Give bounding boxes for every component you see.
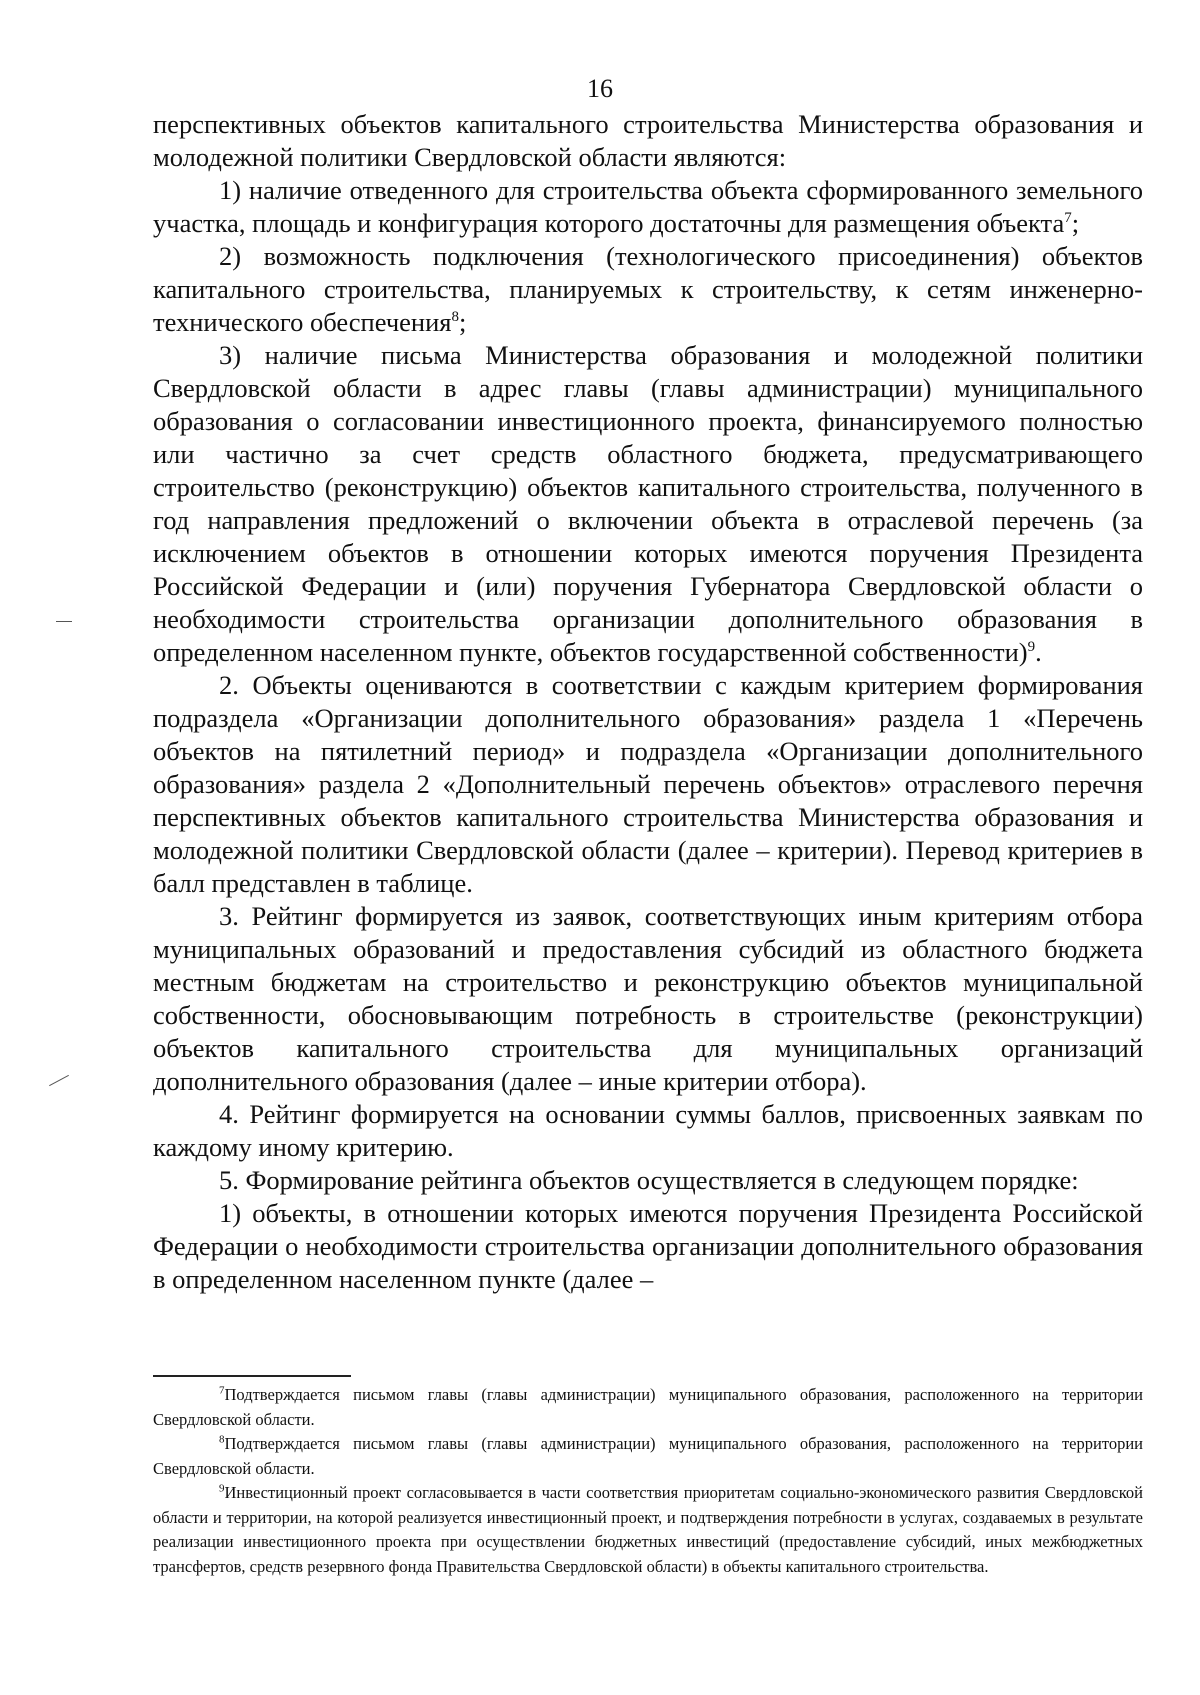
footnote-ref-9[interactable]: 9 bbox=[1027, 639, 1036, 656]
paragraph-item-5: 5. Формирование рейтинга объектов осуществляется в следующем порядке: bbox=[219, 1165, 1079, 1195]
paragraph-item-3: 3. Рейтинг формируется из заявок, соответствующих иным критериям отбора муниципальных образований и предоставления субсидий из областного бюджета местным бюджетам на строительство и реконструкцию объектов муниципальной собственности, обосновывающим потребность в строительстве (реконструкции) объектов капитального строительства для муниципальных организаций дополнительного образования (далее – иные критерии отбора). bbox=[153, 901, 1143, 1096]
paragraph-intro: перспективных объектов капитального строительства Министерства образования и молодежной политики Свердловской области являются: bbox=[153, 109, 1143, 172]
page-number: 16 bbox=[587, 74, 613, 103]
body-text bbox=[153, 108, 1143, 1296]
paragraph-item-2: 2. Объекты оцениваются в соответствии с каждым критерием формирования подраздела «Организации дополнительного образования» раздела 1 «Перечень объектов на пятилетний период» и подраздела «Организации дополнительного образования» раздела 2 «Дополнительный перечень объектов» отраслевого перечня перспективных объектов капитального строительства Министерства образования и молодежной политики Свердловской области (далее – критерии). Перевод критериев в балл представлен в таблице. bbox=[153, 670, 1143, 898]
footnote-mark: 9 bbox=[219, 1482, 225, 1495]
footnote-separator bbox=[153, 1375, 351, 1377]
footnote-8: $^8$Подтверждается письмом главы (главы администрации) муниципального образования, расположенного на территории Свердловской области. bbox=[153, 1433, 1143, 1478]
footnote-mark: 8 bbox=[219, 1433, 225, 1446]
paragraph-item-4: 4. Рейтинг формируется на основании суммы баллов, присвоенных заявкам по каждому иному критерию. bbox=[153, 1099, 1143, 1162]
scan-artifact-mark bbox=[49, 1075, 69, 1086]
footnotes bbox=[153, 1383, 1143, 1579]
footnote-mark: 7 bbox=[219, 1384, 225, 1397]
paragraph-criterion-3: 3) наличие письма Министерства образования и молодежной политики Свердловской области в адрес главы (главы администрации) муниципального образования о согласовании инвестиционного проекта, финансируемого полностью или частично за счет средств областного бюджета, предусматривающего строительство (реконструкцию) объектов капитального строительства, полученного в год направления предложений о включении объекта в отраслевой перечень (за исключением объектов в отношении которых имеются поручения Президента Российской Федерации и (или) поручения Губернатора Свердловской области о необходимости строительства организации дополнительного образования в определенном населенном пункте, объектов государственной собственности)$^9$. bbox=[153, 340, 1143, 667]
paragraph-criterion-2: 2) возможность подключения (технологического присоединения) объектов капитального строительства, планируемых к строительству, к сетям инженерно-технического обеспечения$^8$; bbox=[153, 241, 1143, 337]
paragraph-item-5-1: 1) объекты, в отношении которых имеются поручения Президента Российской Федерации о необходимости строительства организации дополнительного образования в определенном населенном пункте (далее – bbox=[153, 1198, 1143, 1294]
footnote-9: $^9$Инвестиционный проект согласовывается в части соответствия приоритетам социально-экономического развития Свердловской области и территории, на которой реализуется инвестиционный проект, и подтверждения потребности в услугах, создаваемых в результате реализации инвестиционного проекта при осуществлении бюджетных инвестиций (предоставление субсидий, иных межбюджетных трансфертов, средств резервного фонда Правительства Свердловской области) в объекты капитального строительства. bbox=[153, 1482, 1143, 1576]
footnote-ref-7[interactable]: 7 bbox=[1064, 210, 1072, 227]
footnote-7: $^7$Подтверждается письмом главы (главы администрации) муниципального образования, расположенного на территории Свердловской области. bbox=[153, 1384, 1143, 1429]
footnote-ref-8[interactable]: 8 bbox=[451, 309, 459, 326]
scan-artifact-mark bbox=[56, 621, 72, 622]
paragraph-criterion-1: 1) наличие отведенного для строительства объекта сформированного земельного участка, площадь и конфигурация которого достаточны для размещения объекта$^7$; bbox=[153, 175, 1143, 238]
